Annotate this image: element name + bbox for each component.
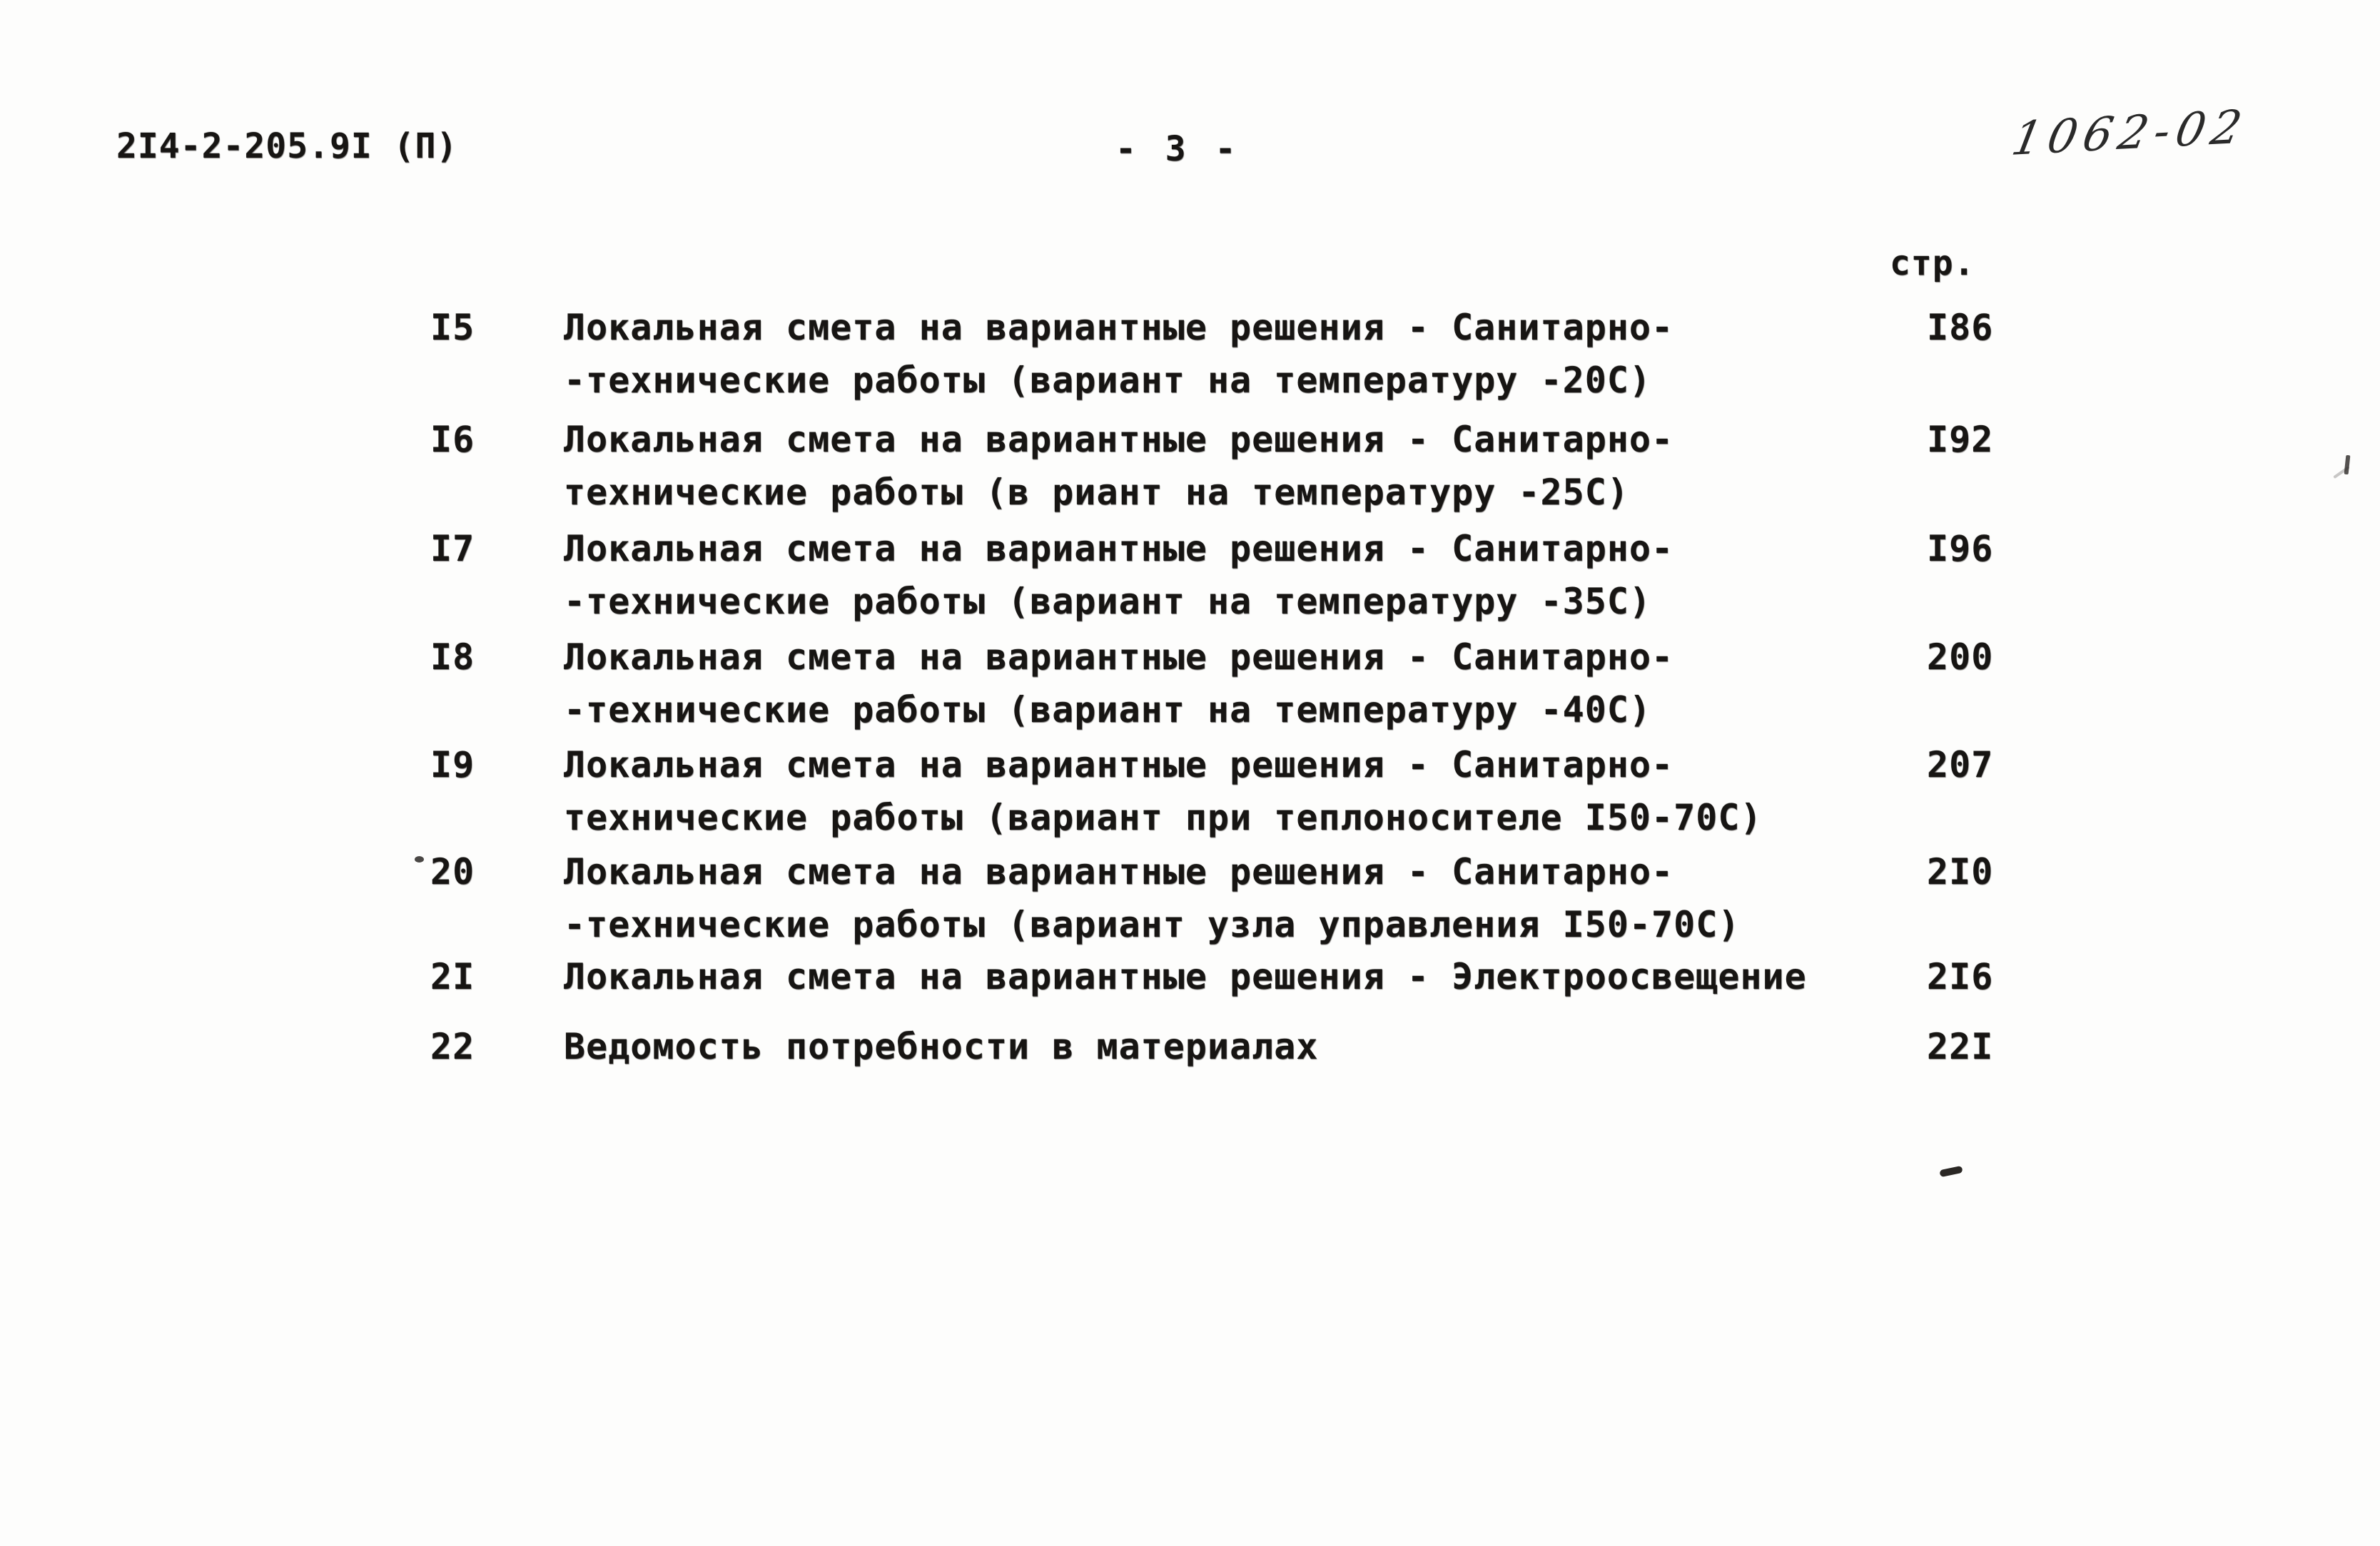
- toc-item-title-line1: Локальная смета на вариантные решения - Санитарно-: [564, 307, 1674, 348]
- toc-item-title: [564, 631, 1673, 736]
- toc-item-title-line1: Ведомость потребности в материалах: [564, 1026, 1319, 1067]
- toc-item-title-line1: Локальная смета на вариантные решения - Санитарно-: [564, 851, 1674, 892]
- toc-row: [0, 738, 2380, 845]
- toc-row: [0, 413, 2380, 520]
- toc-item-number: 2I: [430, 956, 475, 997]
- toc-item-number: I5: [430, 307, 475, 348]
- toc-item-title-line1: Локальная смета на вариантные решения - Санитарно-: [564, 744, 1674, 785]
- toc-item-title-line2: -технические работы (вариант на температуру -20С): [564, 360, 1652, 401]
- toc-row: [0, 1020, 2380, 1127]
- toc-item-title-line2: -технические работы (вариант узла управления I50-70С): [564, 904, 1741, 945]
- toc-item-page-number: I86: [1927, 307, 1994, 348]
- toc-item-title-line1: Локальная смета на вариантные решения - Санитарно-: [564, 528, 1674, 569]
- handwritten-code: 1062-02: [2007, 100, 2252, 167]
- toc-item-number: 22: [430, 1026, 475, 1067]
- toc-item-title: [564, 1020, 1319, 1073]
- toc-item-page-number: 200: [1927, 636, 1994, 678]
- toc-item-page-number: 207: [1927, 744, 1994, 785]
- toc-item-title-line1: Локальная смета на вариантные решения - Электроосвещение: [564, 956, 1807, 997]
- document-code: 2I4-2-205.9I (П): [116, 126, 458, 166]
- toc-item-title-line1: Локальная смета на вариантные решения - Санитарно-: [564, 419, 1674, 460]
- toc-item-title-line2: технические работы (в риант на температуру -25С): [564, 472, 1629, 513]
- toc-item-number: I6: [430, 419, 475, 460]
- toc-item-title-line2: технические работы (вариант при теплоносителе I50-70С): [564, 797, 1763, 838]
- toc-item-number: 20: [430, 851, 475, 892]
- toc-item-page-number: I92: [1927, 419, 1994, 460]
- toc-item-title: [564, 522, 1673, 628]
- page-column-header: стр.: [1890, 243, 1975, 283]
- toc-item-title-line1: Локальная смета на вариантные решения - Санитарно-: [564, 636, 1674, 678]
- ink-speck: [415, 856, 424, 863]
- toc-item-number: I7: [430, 528, 475, 569]
- toc-item-title: [564, 413, 1673, 519]
- toc-row: [0, 301, 2380, 408]
- toc-row: [0, 522, 2380, 629]
- toc-item-title: [564, 950, 1807, 1003]
- toc-item-title: [564, 738, 1763, 844]
- toc-item-title-line2: -технические работы (вариант на температуру -35С): [564, 581, 1652, 622]
- toc-item-title-line2: -технические работы (вариант на температуру -40С): [564, 689, 1652, 731]
- toc-row: [0, 845, 2380, 952]
- toc-item-title: [564, 845, 1740, 951]
- toc-item-number: I8: [430, 636, 475, 678]
- page-number: - 3 -: [1115, 129, 1240, 169]
- ink-dash-mark: [1939, 1166, 1963, 1177]
- toc-item-page-number: 22I: [1927, 1026, 1994, 1067]
- toc-row: [0, 631, 2380, 738]
- toc-item-title: [564, 301, 1673, 407]
- toc-item-page-number: 2I6: [1927, 956, 1994, 997]
- toc-item-number: I9: [430, 744, 475, 785]
- toc-item-page-number: I96: [1927, 528, 1994, 569]
- toc-item-page-number: 2I0: [1927, 851, 1994, 892]
